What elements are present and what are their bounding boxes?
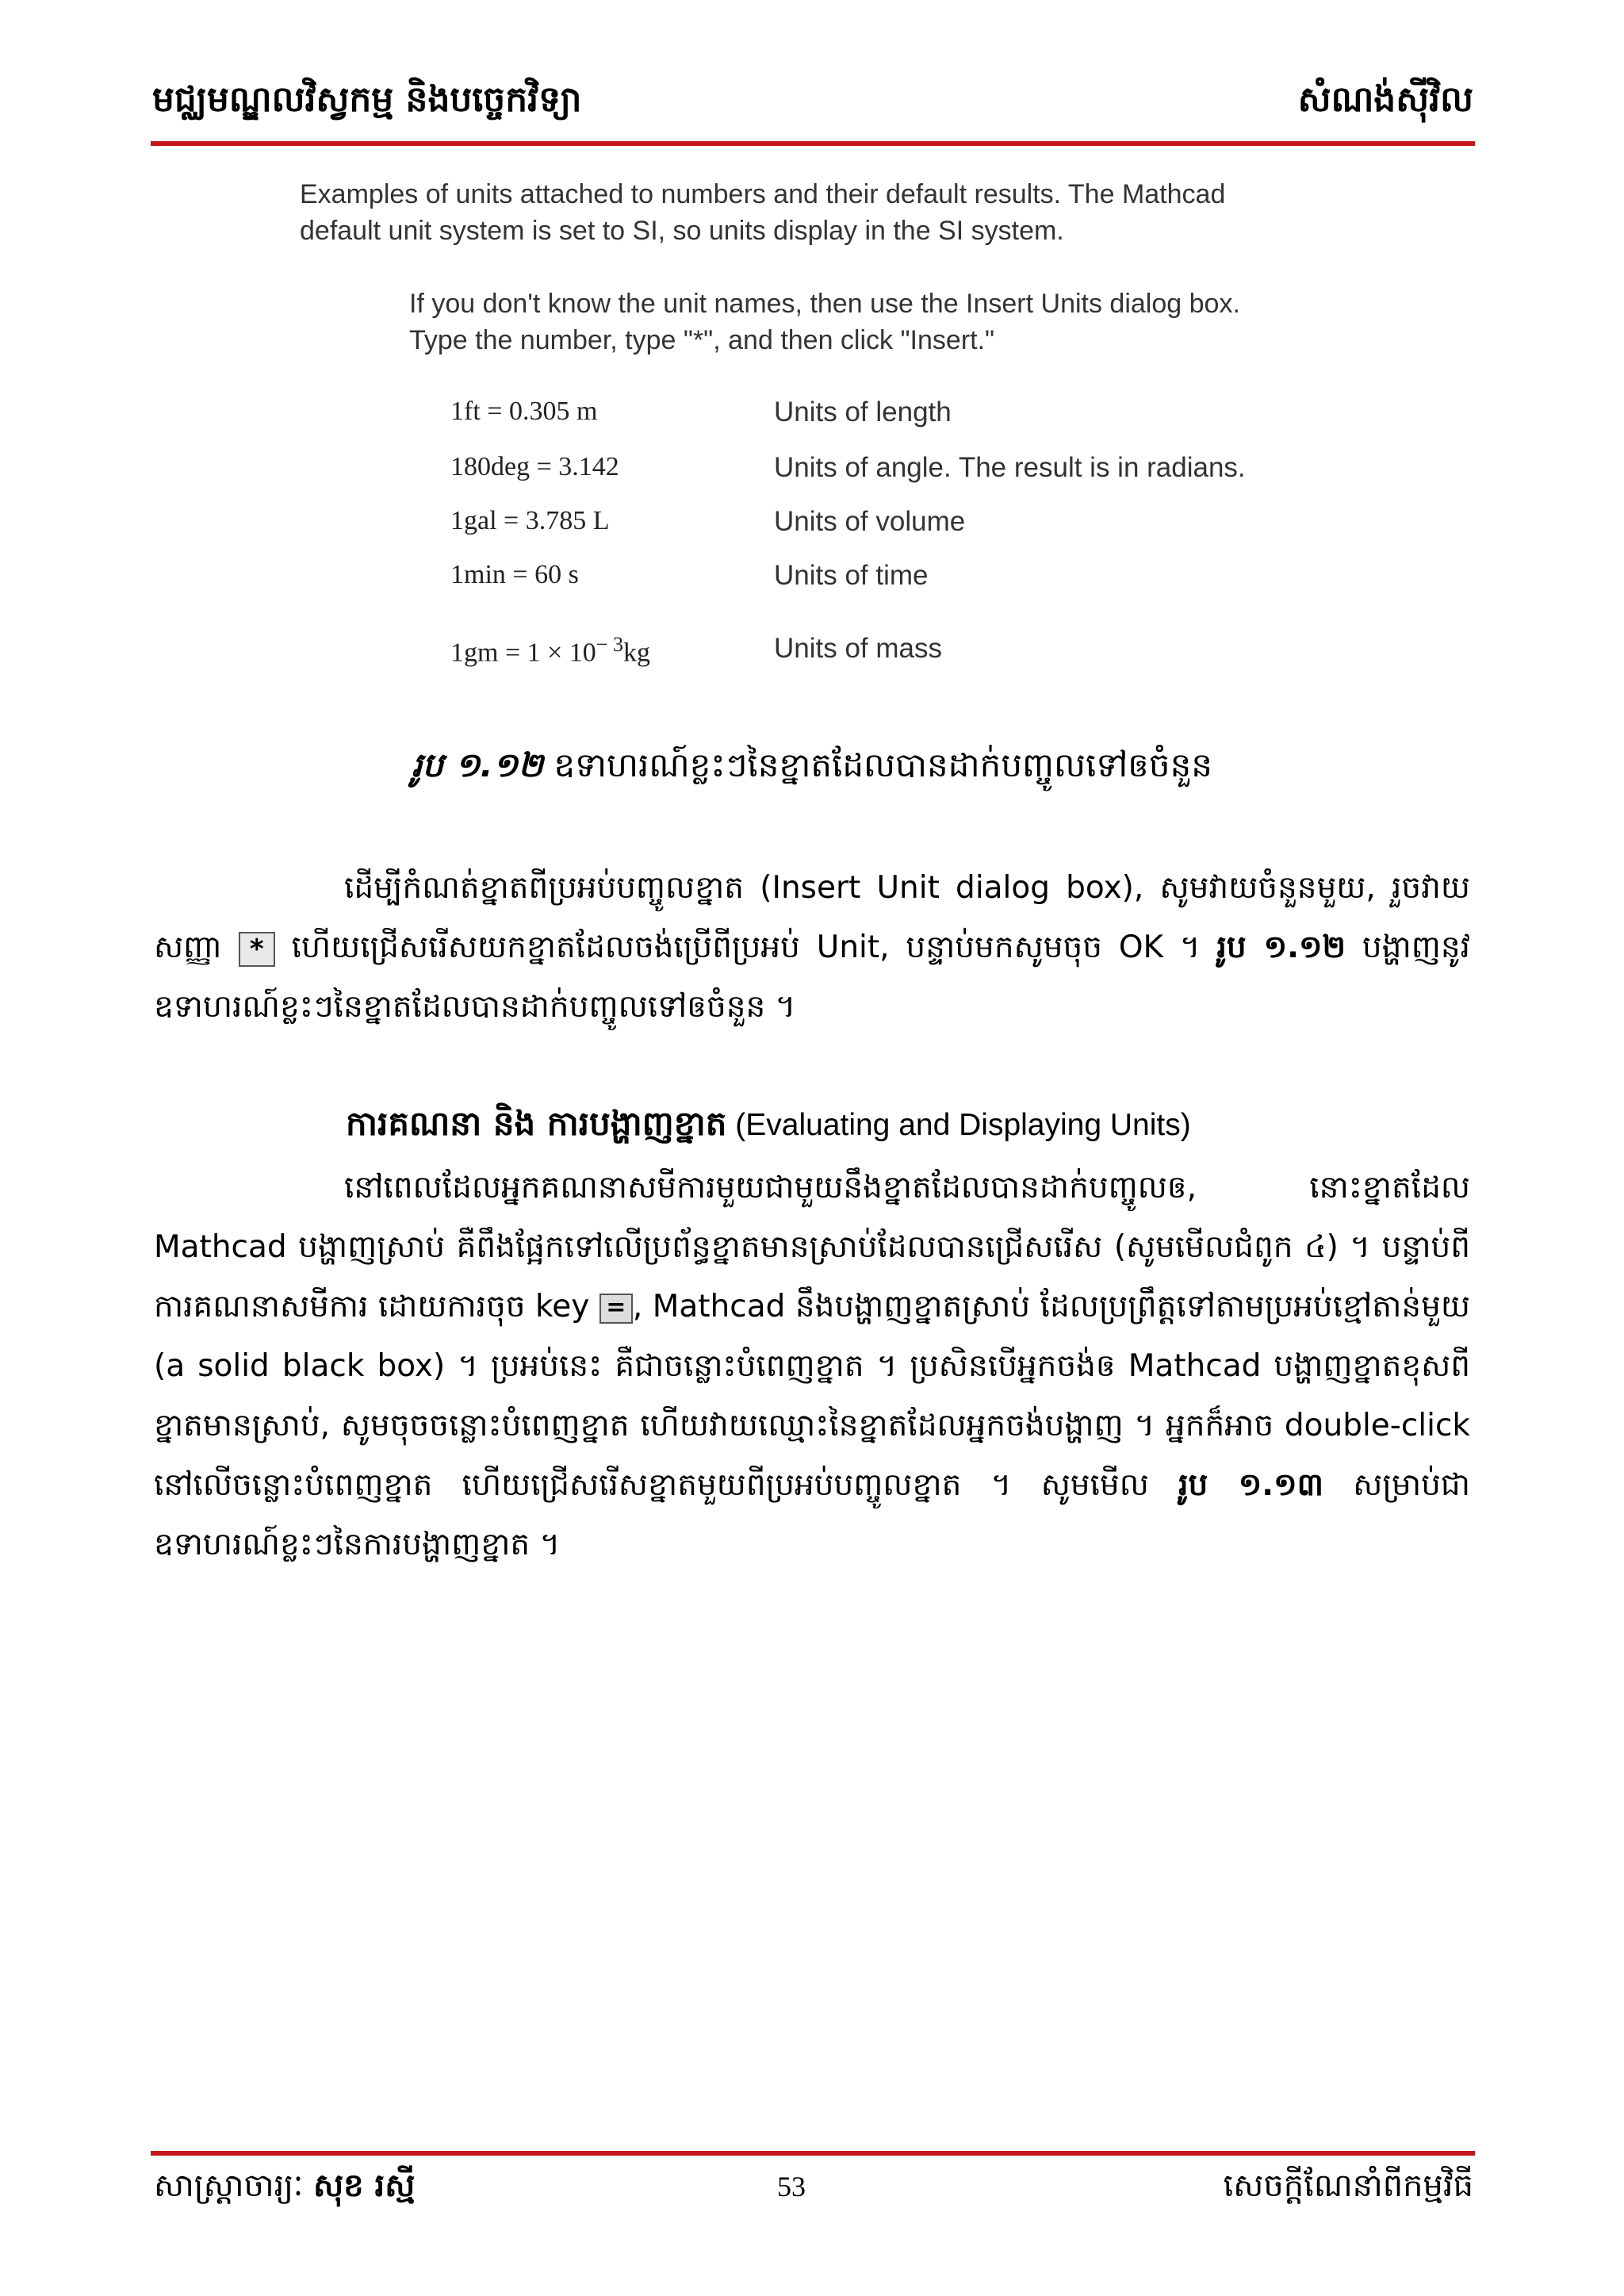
header-rule [151,141,1475,146]
unit-expression: 1gal = 3.785 L [450,506,610,535]
unit-expression: 1min = 60 s [450,560,579,589]
paragraph-insert-unit [154,858,1470,1037]
para1-text-2: ហើយជ្រើសរើសយកខ្នាតដែលចង់ប្រើពីប្រអប់ Unit, បន្ទាប់មកសូមចុច OK ។ [274,930,1217,965]
paragraph-evaluating-units [154,1158,1470,1574]
footer-author-name: សុខ រស្មី [313,2168,416,2204]
unit-row-length [450,397,1402,441]
unit-expression: 1ft = 0.305 m [450,397,598,426]
footer-title: សេចក្តីណែនាំពីកម្មវិធី [1223,2168,1473,2204]
section-heading [346,1102,1191,1152]
section-heading-english: (Evaluating and Displaying Units) [726,1108,1191,1142]
figure-caption [0,744,1624,793]
header-subject: សំណង់ស៊ីវិល [1297,79,1473,120]
footer-rule [151,2151,1475,2156]
unit-expression-unit: kg [622,638,650,668]
figure-hint [409,286,1240,358]
para2-text-1: នៅពេលដែលអ្នកគណនាសមីការមួយជាមួយនឹងខ្នាតដែលបានដាក់បញ្ចូលឲ, នោះខ្នាតដែល Mathcad បង្ហាញស្រាប់ គឺពឹងផ្អែកទៅលើប្រព័ន្ធខ្នាតមានស្រាប់ដែលបានជ្រើសរើស (សូមមើលជំពូក ៤) ។ បន្ទាប់ពីការគណនាសមីការ ដោយការចុច key [154,1170,1470,1324]
unit-expression-base: 1gm = 1 × 10 [450,638,596,668]
unit-description: Units of angle. The result is in radians. [774,452,1246,483]
para1-text-1: ដើម្បីកំណត់ខ្នាតពីប្រអប់បញ្ចូលខ្នាត (Insert Unit dialog box), សូមវាយចំនួនមួយ, រួចវាយសញ្ញា [154,870,1470,965]
para2-figure-ref: រូប ១.១៣ [1178,1467,1323,1503]
unit-description: Units of time [774,560,929,591]
footer-author-prefix: សាស្ត្រាចារ្យៈ [154,2168,314,2204]
unit-expression [450,633,650,668]
equals-key-icon: = [599,1294,633,1324]
unit-description: Units of volume [774,506,966,537]
unit-row-time [450,560,1402,604]
figure-hint-line2: Type the number, type "*", and then click "Insert." [409,325,995,355]
header-title: មជ្ឈមណ្ឌលវិស្វកម្ម និងបច្ចេកវិទ្យា [152,79,582,120]
figure-hint-line1: If you don't know the unit names, then use the Insert Units dialog box. [409,289,1240,319]
para1-figure-ref: រូប ១.១២ [1216,930,1346,965]
unit-row-angle [450,452,1402,496]
figure-intro [300,176,1225,249]
para1-text-3: បង្ហាញនូវឧទាហរណ៍ខ្លះៗនៃខ្នាតដែលបានដាក់បញ្ចូលទៅឲចំនួន ។ [154,930,1471,1025]
multiply-star-icon: * [239,932,275,967]
unit-row-mass [450,633,1402,677]
unit-expression: 180deg = 3.142 [450,452,619,481]
para2-text-3: សម្រាប់ជាឧទាហរណ៍ខ្លះៗនៃការបង្ហាញខ្នាត ។ [154,1467,1471,1562]
unit-row-volume [450,506,1402,550]
figure-caption-text: ឧទាហរណ៍ខ្លះៗនៃខ្នាតដែលបានដាក់បញ្ចូលទៅឲចំនួន [543,746,1212,784]
footer-author [154,2165,415,2212]
unit-description: Units of mass [774,633,942,664]
section-heading-khmer: ការគណនា និង ការបង្ហាញខ្នាត [346,1104,727,1143]
figure-intro-line1: Examples of units attached to numbers and their default results. The Mathcad [300,179,1226,209]
figure-caption-label: រូប ១.១២ [412,746,543,784]
unit-expression-exponent: − 3 [596,633,623,656]
unit-description: Units of length [774,397,952,427]
page-number: 53 [777,2171,806,2202]
para2-text-2: , Mathcad នឹងបង្ហាញខ្នាតស្រាប់ ដែលប្រព្រឹត្តទៅតាមប្រអប់ខ្មៅតាន់មួយ (a solid black box) ។ ប្រអប់នេះ គឺជាចន្លោះបំពេញខ្នាត ។ ប្រសិនបើអ្នកចង់ឲ Mathcad បង្ហាញខ្នាតខុសពីខ្នាតមានស្រាប់, សូមចុចចន្លោះបំពេញខ្នាត ហើយវាយឈ្មោះនៃខ្នាតដែលអ្នកចង់បង្ហាញ ។ អ្នកក៏អាច double-click នៅលើចន្លោះបំពេញខ្នាត ហើយជ្រើសរើសខ្នាតមួយពីប្រអប់បញ្ចូលខ្នាត ។ សូមមើល [154,1289,1470,1503]
figure-intro-line2: default unit system is set to SI, so units display in the SI system. [300,216,1064,246]
